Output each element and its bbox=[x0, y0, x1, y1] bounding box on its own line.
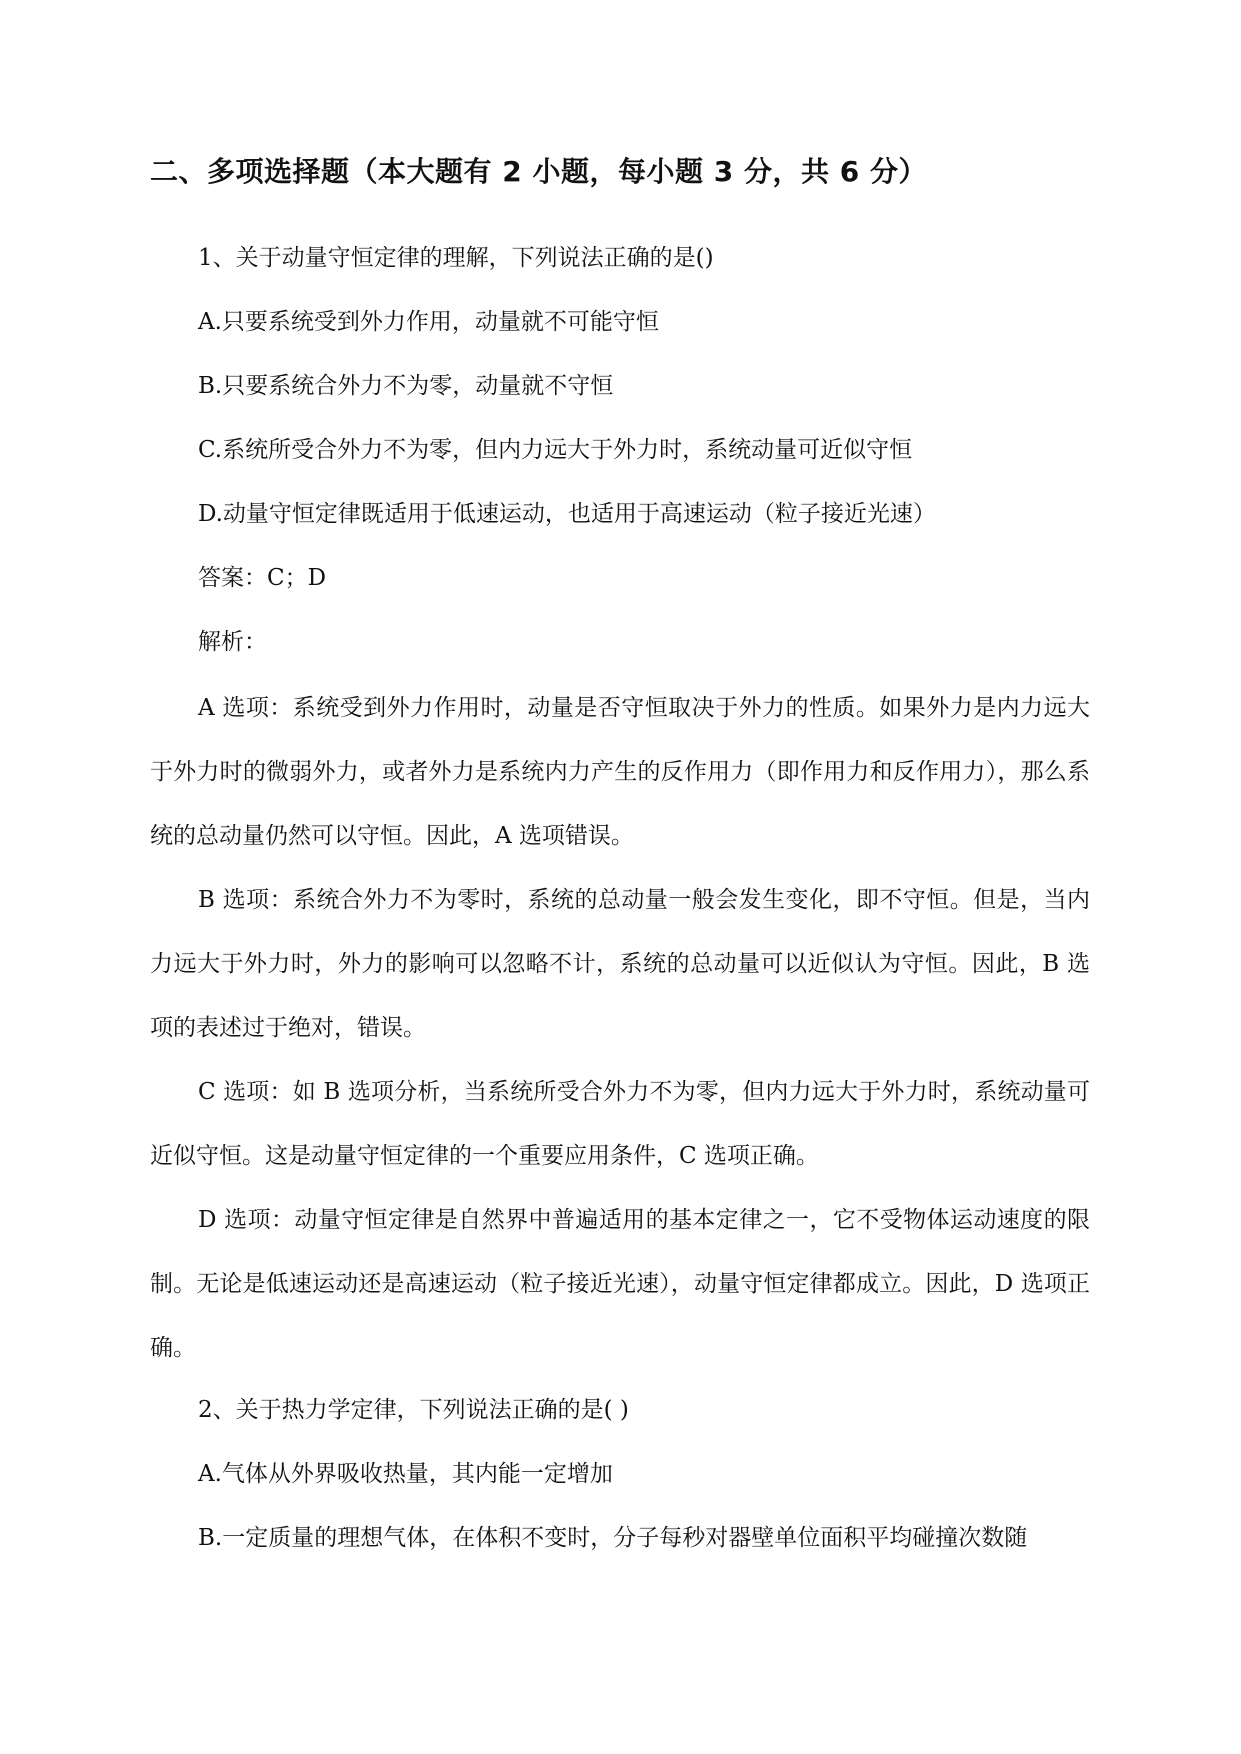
question-1-analysis-label: 解析： bbox=[198, 629, 267, 655]
analysis-option-d: D 选项：动量守恒定律是自然界中普遍适用的基本定律之一，它不受物体运动速度的限制。无论是低速运动还是高速运动（粒子接近光速），动量守恒定律都成立。因此，D 选项正确。 bbox=[150, 1207, 1090, 1361]
question-1-answer: 答案：C；D bbox=[198, 565, 327, 591]
section-title: 二、多项选择题（本大题有 2 小题，每小题 3 分，共 6 分） bbox=[150, 155, 927, 188]
question-1-option-d: D.动量守恒定律既适用于低速运动，也适用于高速运动（粒子接近光速） bbox=[198, 501, 936, 527]
question-1-stem: 1、关于动量守恒定律的理解，下列说法正确的是() bbox=[198, 245, 714, 271]
question-2-option-b: B.一定质量的理想气体，在体积不变时，分子每秒对器壁单位面积平均碰撞次数随 bbox=[198, 1525, 1028, 1551]
question-2-option-a: A.气体从外界吸收热量，其内能一定增加 bbox=[198, 1461, 613, 1487]
question-1-option-b: B.只要系统合外力不为零，动量就不守恒 bbox=[198, 373, 614, 399]
question-1-option-c: C.系统所受合外力不为零，但内力远大于外力时，系统动量可近似守恒 bbox=[198, 437, 913, 463]
question-2-stem: 2、关于热力学定律，下列说法正确的是( ) bbox=[198, 1397, 629, 1423]
analysis-option-c: C 选项：如 B 选项分析，当系统所受合外力不为零，但内力远大于外力时，系统动量可近似守恒。这是动量守恒定律的一个重要应用条件，C 选项正确。 bbox=[150, 1079, 1090, 1169]
question-1-option-a: A.只要系统受到外力作用，动量就不可能守恒 bbox=[198, 309, 659, 335]
analysis-option-b: B 选项：系统合外力不为零时，系统的总动量一般会发生变化，即不守恒。但是，当内力远大于外力时，外力的影响可以忽略不计，系统的总动量可以近似认为守恒。因此，B 选项的表述过于绝对，错误。 bbox=[150, 887, 1090, 1041]
analysis-option-a: A 选项：系统受到外力作用时，动量是否守恒取决于外力的性质。如果外力是内力远大于外力时的微弱外力，或者外力是系统内力产生的反作用力（即作用力和反作用力），那么系统的总动量仍然可以守恒。因此，A 选项错误。 bbox=[150, 695, 1090, 849]
